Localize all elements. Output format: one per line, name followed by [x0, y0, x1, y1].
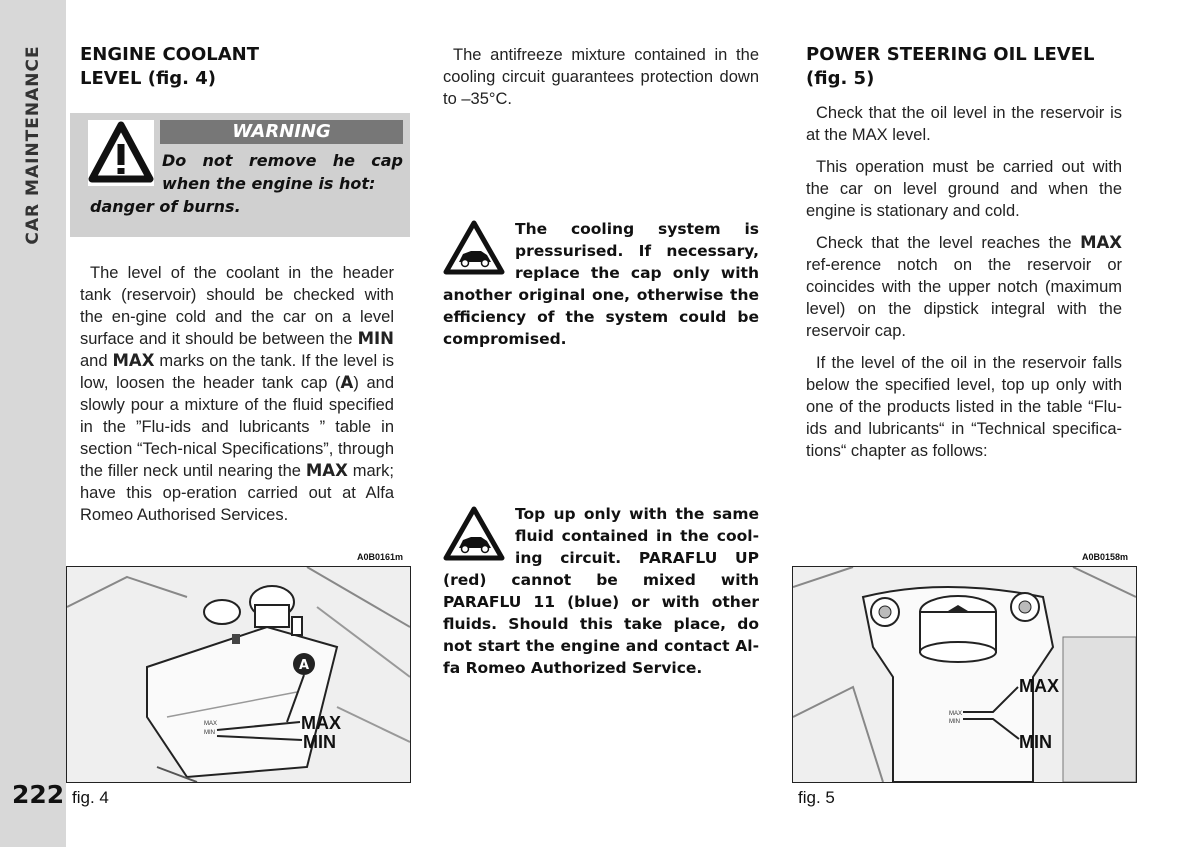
para-bold-min: MIN	[357, 329, 394, 348]
section-title: CAR MAINTENANCE	[23, 45, 43, 245]
callout-a: A	[298, 658, 310, 673]
paragraph-3	[806, 232, 1122, 342]
caution-topup	[443, 503, 759, 679]
icon-spacer	[443, 218, 515, 280]
para-text: The level of the coolant in the header tank (reservoir) should be checked with the en-gine cold and the car on a level surface and it should be between the	[80, 264, 394, 348]
para-text: marks on the tank. If the level is low, loosen the header tank cap (	[80, 352, 395, 392]
para-text: Check that the level reaches the	[816, 234, 1081, 252]
coolant-heading	[80, 43, 400, 91]
para-text: ) and slowly pour a mixture of the fluid specified in the ”Flu-ids and lubricants ” table in section “Tech-nical Specifications”, through the filler neck until nearing the	[80, 374, 394, 480]
heading-line-2: LEVEL (fig. 4)	[80, 68, 217, 89]
paragraph-2: This operation must be carried out with the car on level ground and when the engine is stationary and cold.	[806, 158, 1122, 220]
label-max: MAX	[301, 713, 341, 733]
antifreeze-paragraph: The antifreeze mixture contained in the cooling circuit guarantees protection down to –35°C.	[443, 46, 759, 108]
figure-caption: fig. 5	[798, 788, 835, 807]
para-bold-a: A	[340, 373, 354, 392]
para-text: and	[80, 352, 113, 370]
heading-line-2: (fig. 5)	[806, 68, 875, 89]
warning-triangle-icon	[88, 120, 154, 186]
warning-text-continued: danger of burns.	[90, 197, 241, 216]
label-min: MIN	[1019, 732, 1052, 752]
icon-spacer	[443, 503, 515, 567]
reservoir-min-mark: MIN	[949, 719, 960, 725]
caution-pressurised	[443, 218, 759, 350]
figure-code: A0B0158m	[1082, 552, 1129, 562]
label-max: MAX	[1019, 676, 1059, 696]
power-steering-heading	[806, 43, 1136, 91]
caution-text: The cooling system is pressurised. If necessary, replace the cap only with another original one, otherwise the efficiency of the system could be compromised.	[443, 220, 759, 348]
label-min: MIN	[303, 732, 336, 752]
coolant-paragraph	[80, 262, 394, 526]
paragraph-4: If the level of the oil in the reservoir falls below the specified level, top up only with one of the products listed in the table “Flu-ids and lubricants“ in “Technical specifica-tions“ chapter as follows:	[806, 354, 1122, 460]
para-bold-max: MAX	[305, 461, 348, 480]
figure-caption: fig. 4	[72, 788, 109, 807]
antifreeze-text	[443, 44, 759, 110]
warning-label: WARNING	[160, 120, 403, 144]
para-bold-max: MAX	[112, 351, 155, 370]
figure-steering-reservoir	[792, 566, 1137, 783]
para-text: ref-erence notch on the reservoir or coincides with the upper notch (maximum level) on the dipstick integral with the reservoir cap.	[806, 256, 1122, 340]
steering-reservoir-illustration	[793, 567, 1136, 782]
page-number: 222	[12, 780, 65, 809]
para-bold-max: MAX	[1080, 233, 1122, 252]
para-text: mark; have this op-eration carried out at Alfa Romeo Authorised Services.	[80, 462, 394, 524]
warning-text: Do not remove he cap when the engine is hot:	[162, 151, 403, 193]
paragraph-1: Check that the oil level in the reservoir is at the MAX level.	[806, 104, 1122, 144]
reservoir-max-mark: MAX	[949, 711, 963, 717]
power-steering-text	[806, 102, 1122, 472]
coolant-tank-illustration	[67, 567, 410, 782]
figure-code: A0B0161m	[357, 552, 404, 562]
heading-line-1: ENGINE COOLANT	[80, 44, 260, 65]
section-sidebar	[0, 0, 66, 847]
warning-box	[70, 113, 410, 237]
heading-line-1: POWER STEERING OIL LEVEL	[806, 44, 1095, 65]
tank-max-mark: MAX	[204, 721, 218, 727]
figure-coolant-tank	[66, 566, 411, 783]
tank-min-mark: MIN	[204, 730, 215, 736]
caution-text: Top up only with the same fluid contained in the cool-ing circuit. PARAFLU UP (red) cannot be mixed with PARAFLU 11 (blue) or with other fluids. Should this take place, do not start the engine and contact Al-fa Romeo Authorized Service.	[443, 505, 759, 677]
